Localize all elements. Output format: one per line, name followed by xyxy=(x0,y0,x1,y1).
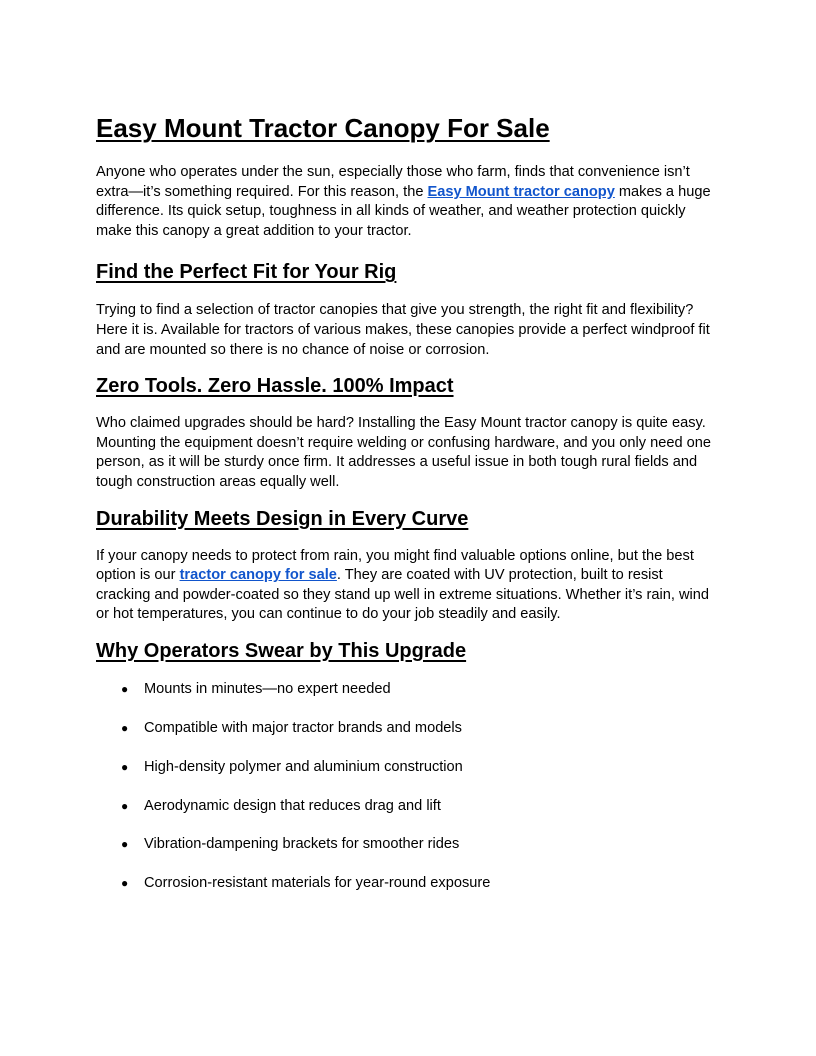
benefits-list xyxy=(96,680,720,894)
bullet-dot-icon: ● xyxy=(121,720,129,735)
section-heading-fit: Find the Perfect Fit for Your Rig xyxy=(96,261,397,284)
tractor-canopy-for-sale-link[interactable]: tractor canopy for sale xyxy=(179,567,337,584)
intro-text-before: Anyone who operates under the sun, especially those who farm, finds that convenience isn’t extra—it’s something required. For this reason, the xyxy=(96,164,690,200)
bullet-dot-icon: ● xyxy=(121,798,129,813)
section-paragraph-zero-tools: Who claimed upgrades should be hard? Installing the Easy Mount tractor canopy is quite easy. Mounting the equipment doesn’t require welding or confusing hardware, and you only need one person, as it will be sturdy once firm. It addresses a useful issue in both tough rural fields and tough construction areas equally well. xyxy=(96,415,711,490)
intro-text-after: makes a huge difference. Its quick setup, toughness in all kinds of weather, and weather protection quickly make this canopy a great addition to your tractor. xyxy=(96,183,711,239)
bullet-dot-icon: ● xyxy=(121,876,129,891)
list-item-text: Corrosion-resistant materials for year-round exposure xyxy=(144,875,491,892)
list-item xyxy=(96,797,720,817)
bullet-dot-icon: ● xyxy=(121,759,129,774)
list-item xyxy=(96,874,720,894)
section-heading-durability: Durability Meets Design in Every Curve xyxy=(96,507,469,530)
list-item-text: Aerodynamic design that reduces drag and lift xyxy=(144,797,441,814)
section-heading-zero-tools: Zero Tools. Zero Hassle. 100% Impact xyxy=(96,375,454,398)
list-item xyxy=(96,719,720,739)
easy-mount-canopy-link[interactable]: Easy Mount tractor canopy xyxy=(427,183,615,200)
section-paragraph-fit: Trying to find a selection of tractor canopies that give you strength, the right fit and flexibility? Here it is. Available for tractors of various makes, these canopies provide a perfect windproof fit and are mounted so there is no chance of noise or corrosion. xyxy=(96,302,710,358)
list-item xyxy=(96,680,720,700)
document-page xyxy=(96,110,720,913)
list-item-text: Compatible with major tractor brands and models xyxy=(144,719,462,736)
bullet-dot-icon: ● xyxy=(121,837,129,852)
page-title: Easy Mount Tractor Canopy For Sale xyxy=(96,113,550,143)
durability-text-after: . They are coated with UV protection, built to resist cracking and powder-coated so they stand up well in extreme situations. Whether it’s rain, wind or hot temperatures, you can continue to do your job steadily and easily. xyxy=(96,567,709,623)
list-item-text: Vibration-dampening brackets for smoother rides xyxy=(144,836,460,853)
section-heading-why-operators: Why Operators Swear by This Upgrade xyxy=(96,639,467,662)
bullet-dot-icon: ● xyxy=(121,681,129,696)
list-item-text: Mounts in minutes—no expert needed xyxy=(144,680,391,697)
list-item-text: High-density polymer and aluminium construction xyxy=(144,758,463,775)
list-item xyxy=(96,835,720,855)
list-item xyxy=(96,758,720,778)
intro-paragraph xyxy=(96,163,720,241)
durability-text-before: If your canopy needs to protect from rain, you might find valuable options online, but the best option is our xyxy=(96,547,694,584)
section-paragraph-durability xyxy=(96,547,720,625)
